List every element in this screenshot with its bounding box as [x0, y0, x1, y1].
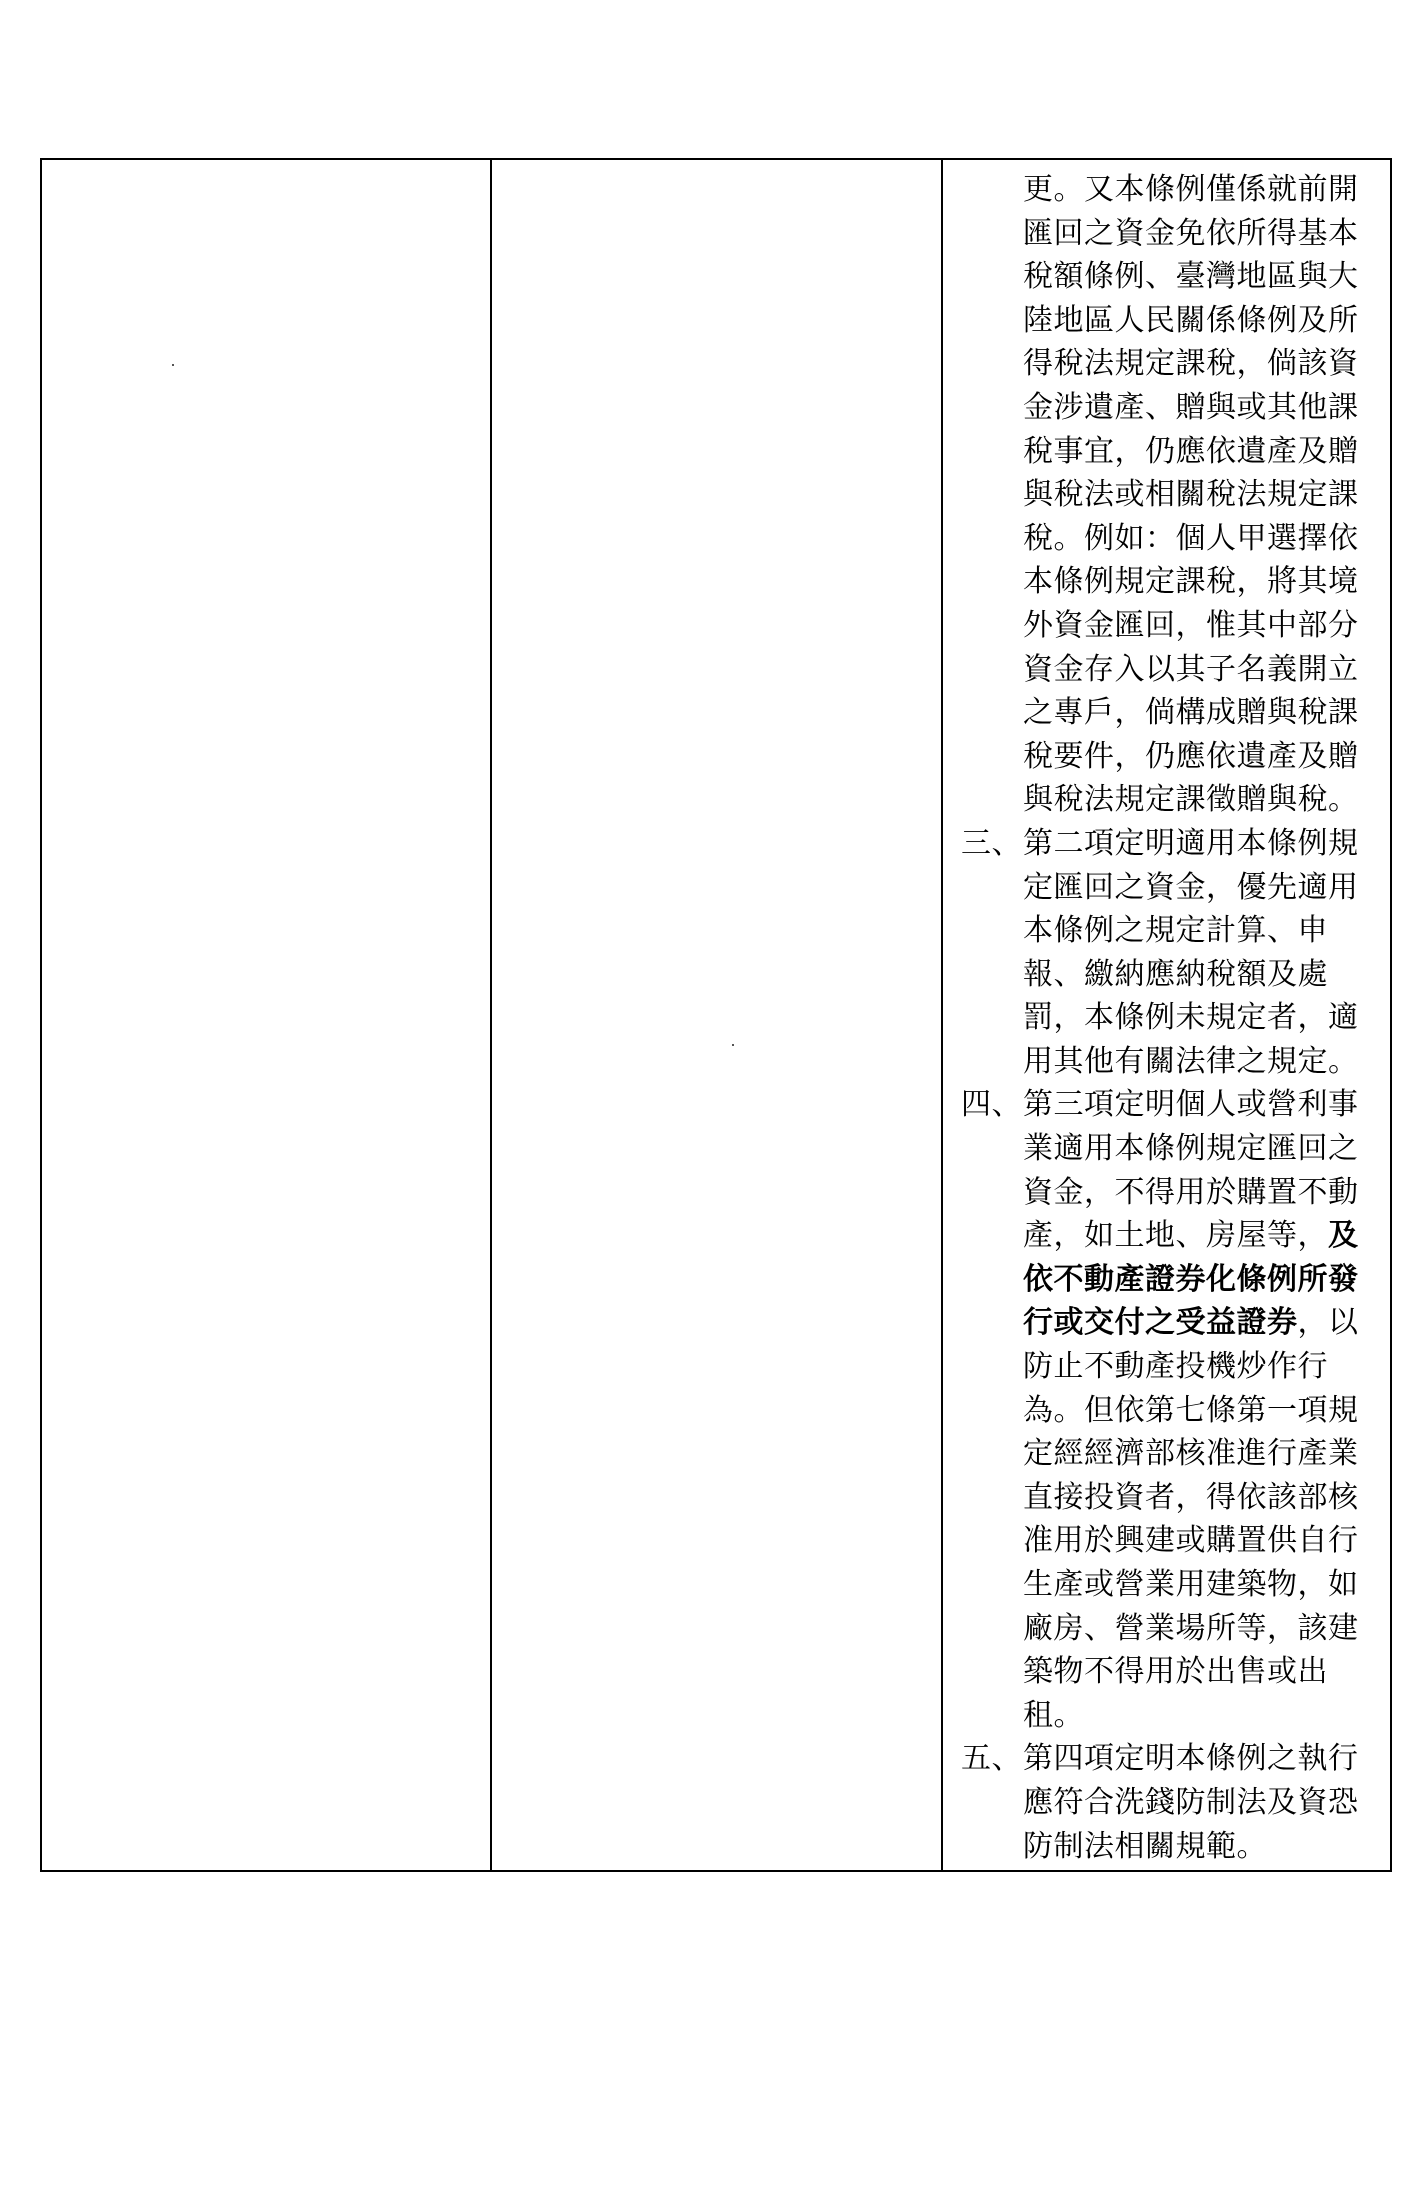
- explanation-item-5: [961, 1737, 1364, 1868]
- item-text: [1023, 1083, 1364, 1737]
- table-column-middle: [492, 160, 943, 1870]
- item-text-amendment-bold: 及依不動產證券化條例所發行或交付之受益證券: [1023, 1218, 1359, 1341]
- item-number: 三、: [961, 825, 1022, 861]
- item-number: 四、: [961, 1087, 1022, 1123]
- explanation-item-4: [961, 1083, 1364, 1737]
- table-column-explanation: [943, 160, 1390, 1870]
- item-text: 第四項定明本條例之執行應符合洗錢防制法及資恐防制法相關規範。: [1023, 1741, 1359, 1864]
- scan-speck: [732, 1044, 734, 1046]
- table-column-left: [42, 160, 492, 1870]
- explanation-item-3: [961, 822, 1364, 1084]
- item-text-part: 第三項定明個人或營利事業適用本條例規定匯回之資金，不得用於購置不動產，如土地、房屋等，: [1023, 1087, 1359, 1254]
- item-text-part: ，以防止不動產投機炒作行為。但依第七條第一項規定經經濟部核准進行產業直接投資者，得依該部核准用於興建或購置供自行生產或營業用建築物，如廠房、營業場所等，該建築物不得用於出售或出租。: [1023, 1305, 1359, 1733]
- scan-speck: [172, 364, 174, 366]
- item-text: 第二項定明適用本條例規定匯回之資金，優先適用本條例之規定計算、申報、繳納應納稅額及處罰，本條例未規定者，適用其他有關法律之規定。: [1023, 825, 1359, 1079]
- comparison-table: [40, 158, 1392, 1872]
- section-2-continuation: 更。又本條例僅係就前開匯回之資金免依所得基本稅額條例、臺灣地區與大陸地區人民關係條例及所得稅法規定課稅，倘該資金涉遺產、贈與或其他課稅事宜，仍應依遺產及贈與稅法或相關稅法規定課稅。例如：個人甲選擇依本條例規定課稅，將其境外資金匯回，惟其中部分資金存入以其子名義開立之專戶，倘構成贈與稅課稅要件，仍應依遺產及贈與稅法規定課徵贈與稅。: [1023, 172, 1359, 818]
- item-number: 五、: [961, 1741, 1022, 1777]
